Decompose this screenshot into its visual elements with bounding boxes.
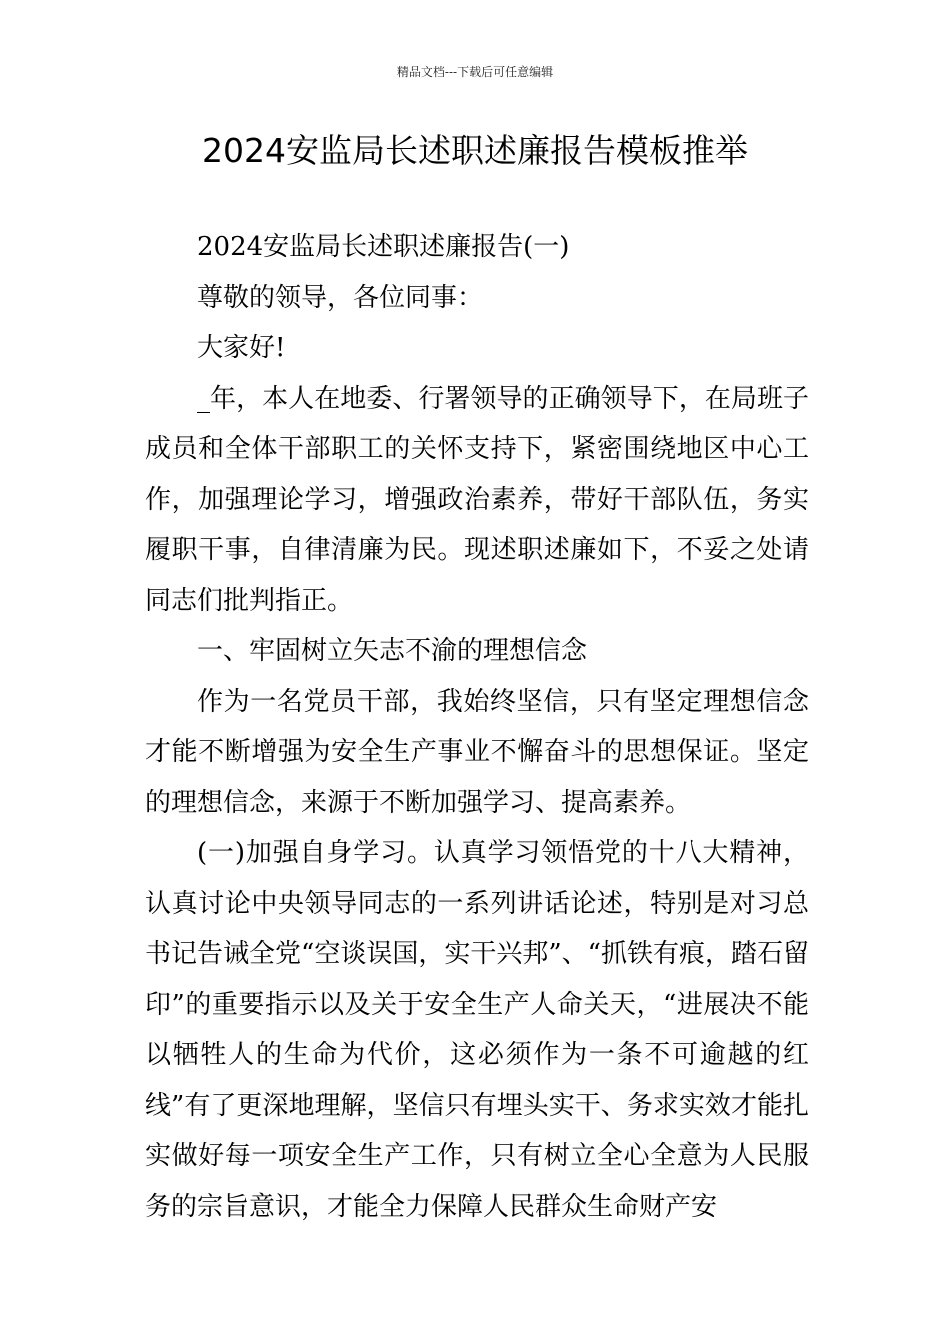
body-paragraph: 作为一名党员干部，我始终坚信，只有坚定理想信念才能不断增强为安全生产事业不懈奋斗的思想保证。坚定的理想信念，来源于不断加强学习、提高素养。 [145, 686, 809, 818]
greeting-paragraph: 大家好! [197, 333, 286, 363]
subtitle-paragraph: 2024安监局长述职述廉报告(一) [197, 232, 570, 262]
salutation-paragraph: 尊敬的领导，各位同事： [197, 282, 484, 313]
document-body [145, 222, 809, 1232]
body-paragraph: (一)加强自身学习。认真学习领悟党的十八大精神，认真讨论中央领导同志的一系列讲话论述，特别是对习总书记告诫全党“空谈误国，实干兴邦”、“抓铁有痕，踏石留印”的重要指示以及关于安全生产人命关天，“进展决不能以牺牲人的生命为代价，这必须作为一条不可逾越的红线”有了更深地理解，坚信只有埋头实干、务求实效才能扎实做好每一项安全生产工作，只有树立全心全意为人民服务的宗旨意识，才能全力保障人民群众生命财产安 [145, 838, 809, 1222]
document-title: 2024安监局长述职述廉报告模板推举 [202, 131, 748, 170]
section-heading: 一、牢固树立矢志不渝的理想信念 [197, 636, 588, 666]
header-note: 精品文档---下载后可任意编辑 [396, 65, 554, 79]
intro-paragraph: _年，本人在地委、行署领导的正确领导下，在局班子成员和全体干部职工的关怀支持下，紧密围绕地区中心工作，加强理论学习，增强政治素养，带好干部队伍，务实履职干事，自律清廉为民。现述职述廉如下，不妥之处请同志们批判指正。 [145, 383, 809, 616]
